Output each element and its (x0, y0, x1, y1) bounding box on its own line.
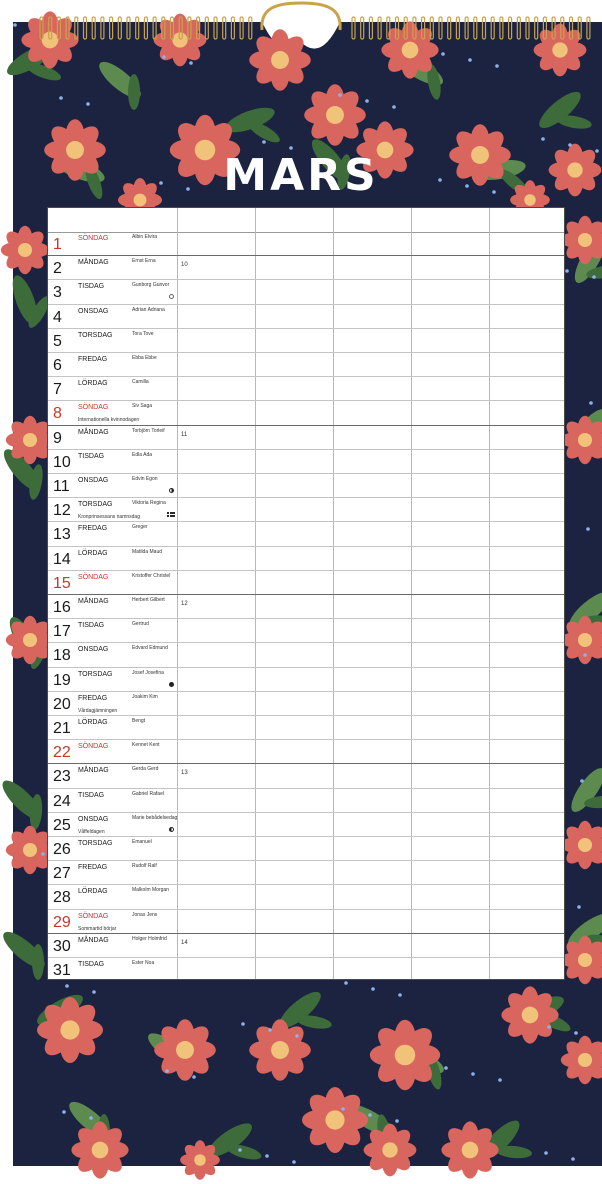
day-row (48, 450, 564, 474)
dot-shape (165, 1069, 169, 1073)
dot-shape (59, 96, 63, 100)
dot-shape (589, 401, 593, 405)
name-day: Greger (132, 524, 148, 531)
day-number: 17 (53, 623, 71, 641)
day-number: 2 (53, 260, 62, 278)
day-row (48, 353, 564, 377)
day-number: 21 (53, 720, 71, 737)
day-row (48, 958, 564, 982)
dot-shape (571, 1157, 575, 1161)
day-row (48, 498, 564, 522)
flower-shape (71, 1121, 128, 1178)
name-day: Malkolm Morgan (132, 887, 169, 894)
flower-shape (37, 997, 103, 1063)
week-number: 11 (181, 431, 188, 438)
day-row (48, 885, 564, 909)
day-number: 31 (53, 962, 71, 979)
day-row (48, 571, 564, 595)
name-day: Adrian Adriana (132, 306, 165, 313)
weekday-name: ONSDAG (78, 646, 109, 654)
day-row (48, 740, 564, 764)
name-day: Ester Noa (132, 960, 155, 966)
name-day: Ebba Ebbe (132, 355, 157, 361)
name-day: Torbjörn Torleif (132, 427, 165, 434)
dot-shape (368, 1113, 372, 1117)
name-day: Edvin Egon (132, 476, 158, 482)
weekday-name: TISDAG (78, 961, 105, 968)
weekday-name: FREDAG (78, 694, 108, 702)
dot-shape (92, 990, 96, 994)
day-row (48, 232, 564, 256)
day-row (48, 764, 564, 788)
name-day: Camilla (132, 379, 149, 386)
day-row (48, 547, 564, 571)
dot-shape (371, 987, 375, 991)
flower-shape (302, 1087, 368, 1153)
weekday-name: TISDAG (78, 622, 105, 630)
weekday-name: TISDAG (78, 283, 105, 291)
dot-shape (577, 905, 581, 909)
flower-shape (1, 226, 49, 274)
weekday-name: SÖNDAG (78, 404, 109, 412)
day-row (48, 401, 564, 425)
month-title: MARS (223, 150, 379, 201)
day-row (48, 329, 564, 353)
name-day: Gabriel Rafael (132, 790, 164, 797)
dot-shape (392, 105, 396, 109)
name-day: Josef Josefina (132, 669, 164, 676)
name-day: Gunborg Gunvor (132, 282, 170, 289)
day-row (48, 934, 564, 958)
dot-shape (568, 143, 572, 147)
day-number: 24 (53, 792, 71, 810)
week-number: 13 (181, 770, 188, 777)
flower-shape (364, 1124, 417, 1177)
weekday-name: SÖNDAG (78, 912, 109, 920)
weekday-name: LÖRDAG (78, 719, 108, 726)
day-number: 26 (53, 841, 71, 858)
day-event: Sommartid börjar (78, 925, 117, 932)
day-row (48, 643, 564, 667)
dot-shape (565, 269, 569, 273)
weekday-name: ONSDAG (78, 307, 109, 315)
weekday-name: MÅNDAG (78, 598, 109, 605)
day-row (48, 280, 564, 304)
day-row (48, 861, 564, 885)
dot-shape (295, 1034, 299, 1038)
day-row (48, 305, 564, 329)
dot-shape (189, 61, 193, 65)
name-day: Edvard Edmund (132, 645, 168, 652)
week-number: 10 (181, 262, 188, 269)
day-row (48, 789, 564, 813)
dot-shape (162, 55, 166, 59)
moon-phase-icon (169, 488, 174, 493)
flower-shape (180, 1140, 220, 1180)
dot-shape (265, 1154, 269, 1158)
dot-shape (395, 1119, 399, 1123)
weekday-name: TISDAG (78, 791, 105, 799)
day-number: 9 (53, 429, 62, 447)
name-day: Joakim Kim (132, 693, 158, 700)
dot-shape (13, 23, 17, 27)
day-number: 12 (53, 502, 71, 520)
week-number: 14 (181, 939, 188, 946)
name-day: Marie bebådelsedag (132, 814, 178, 821)
name-day: Gertrud (132, 621, 149, 628)
dot-shape (583, 653, 587, 657)
weekday-name: TORSDAG (78, 331, 113, 339)
day-row (48, 377, 564, 401)
weekday-name: SÖNDAG (78, 573, 109, 581)
day-number: 4 (53, 308, 62, 326)
dot-shape (592, 275, 596, 279)
moon-phase-icon (169, 294, 174, 299)
weekday-name: LÖRDAG (78, 549, 108, 557)
day-row (48, 595, 564, 619)
day-number: 19 (53, 671, 71, 689)
dot-shape (547, 1025, 551, 1029)
dot-shape (62, 1110, 66, 1114)
flower-shape (249, 29, 311, 91)
flower-shape (304, 84, 366, 146)
day-number: 18 (53, 647, 71, 665)
flower-shape (441, 1121, 498, 1178)
weekday-name: MÅNDAG (78, 428, 109, 436)
day-row (48, 619, 564, 643)
dot-shape (580, 779, 584, 783)
day-number: 1 (53, 236, 62, 253)
day-row (48, 256, 564, 280)
dot-shape (471, 1072, 475, 1076)
day-number: 3 (53, 284, 62, 302)
name-day: Edla Ada (132, 451, 153, 458)
dot-shape (586, 527, 590, 531)
flower-shape (249, 1019, 311, 1081)
weekday-name: SÖNDAG (78, 235, 109, 242)
dot-shape (292, 1160, 296, 1164)
dot-shape (338, 93, 342, 97)
day-number: 27 (53, 865, 71, 883)
dot-shape (86, 102, 90, 106)
name-day: Ernst Erna (132, 258, 156, 265)
day-row (48, 716, 564, 740)
name-day: Gerda Gerd (132, 766, 159, 773)
dot-shape (398, 993, 402, 997)
day-number: 22 (53, 744, 71, 762)
weekday-name: SÖNDAG (78, 743, 109, 751)
day-row (48, 668, 564, 692)
day-number: 20 (53, 695, 71, 713)
dot-shape (544, 1151, 548, 1155)
day-row (48, 910, 564, 934)
day-number: 8 (53, 405, 62, 423)
dot-shape (574, 1031, 578, 1035)
leaf-shape (128, 74, 140, 110)
weekday-name: TISDAG (78, 452, 105, 460)
day-number: 14 (53, 550, 71, 568)
week-number: 12 (181, 601, 188, 607)
dot-shape (262, 140, 266, 144)
header-row (48, 208, 564, 233)
day-row (48, 474, 564, 498)
weekday-name: MÅNDAG (78, 936, 109, 944)
weekday-name: LÖRDAG (78, 888, 108, 896)
dot-shape (498, 1078, 502, 1082)
dot-shape (468, 58, 472, 62)
calendar-grid (47, 207, 565, 980)
weekday-name: ONSDAG (78, 815, 109, 823)
weekday-name: LÖRDAG (78, 380, 108, 388)
weekday-name: MÅNDAG (78, 767, 109, 775)
name-day: Siv Saga (132, 403, 153, 410)
day-event: Internationella kvinnodagen (78, 417, 140, 424)
flag-icon (167, 512, 175, 517)
day-row (48, 522, 564, 546)
name-day: Jonas Jens (132, 911, 158, 918)
name-day: Albin Elvira (132, 234, 158, 240)
day-row (48, 692, 564, 716)
flower-shape (501, 986, 558, 1043)
leaf-shape (32, 944, 44, 980)
day-number: 23 (53, 768, 71, 786)
name-day: Emanuel (132, 839, 152, 845)
name-day: Holger Holmfrid (132, 935, 167, 942)
day-number: 11 (53, 478, 70, 495)
day-number: 5 (53, 332, 62, 350)
dot-shape (241, 1022, 245, 1026)
weekday-name: TORSDAG (78, 670, 113, 678)
dot-shape (444, 1066, 448, 1070)
weekday-name: TORSDAG (78, 840, 113, 847)
weekday-name: FREDAG (78, 864, 108, 872)
dot-shape (268, 1028, 272, 1032)
name-day: Kristoffer Christel (132, 572, 171, 579)
dot-shape (365, 99, 369, 103)
flower-shape (154, 1019, 216, 1081)
day-number: 13 (53, 526, 71, 544)
dot-shape (441, 52, 445, 56)
name-day: Rudolf Ralf (132, 863, 157, 870)
name-day: Viktoria Regina (132, 500, 166, 507)
day-row (48, 837, 564, 861)
day-event: Vårdagjämningen (78, 707, 118, 714)
dot-shape (41, 852, 45, 856)
flower-shape (21, 11, 78, 68)
dot-shape (341, 1107, 345, 1111)
moon-phase-icon (169, 827, 174, 832)
day-number: 6 (53, 357, 62, 374)
day-number: 16 (53, 599, 71, 616)
dot-shape (192, 1075, 196, 1079)
dot-shape (89, 1116, 93, 1120)
moon-phase-icon (169, 682, 174, 687)
day-row (48, 813, 564, 837)
dot-shape (541, 137, 545, 141)
day-number: 28 (53, 889, 71, 907)
name-day: Kennet Kent (132, 742, 160, 749)
day-event: Kronprinsessans namnsdag (78, 514, 140, 521)
flower-shape (370, 1020, 440, 1090)
day-number: 7 (53, 381, 62, 399)
name-day: Bengt (132, 718, 146, 724)
name-day: Herbert Gilbert (132, 597, 165, 603)
dot-shape (238, 1148, 242, 1152)
day-number: 29 (53, 913, 71, 931)
name-day: Tora Tove (132, 330, 154, 337)
weekday-name: FREDAG (78, 525, 108, 533)
dot-shape (495, 64, 499, 68)
day-row (48, 426, 564, 450)
weekday-name: ONSDAG (78, 477, 109, 484)
day-number: 30 (53, 937, 71, 955)
day-number: 25 (53, 816, 71, 834)
name-day: Matilda Maud (132, 548, 163, 555)
weekday-name: FREDAG (78, 356, 108, 363)
weekday-name: MÅNDAG (78, 259, 109, 267)
dot-shape (65, 984, 69, 988)
day-event: Våffeldagen (78, 828, 105, 835)
weekday-name: TORSDAG (78, 501, 113, 509)
day-number: 15 (53, 574, 71, 592)
day-number: 10 (53, 453, 71, 471)
